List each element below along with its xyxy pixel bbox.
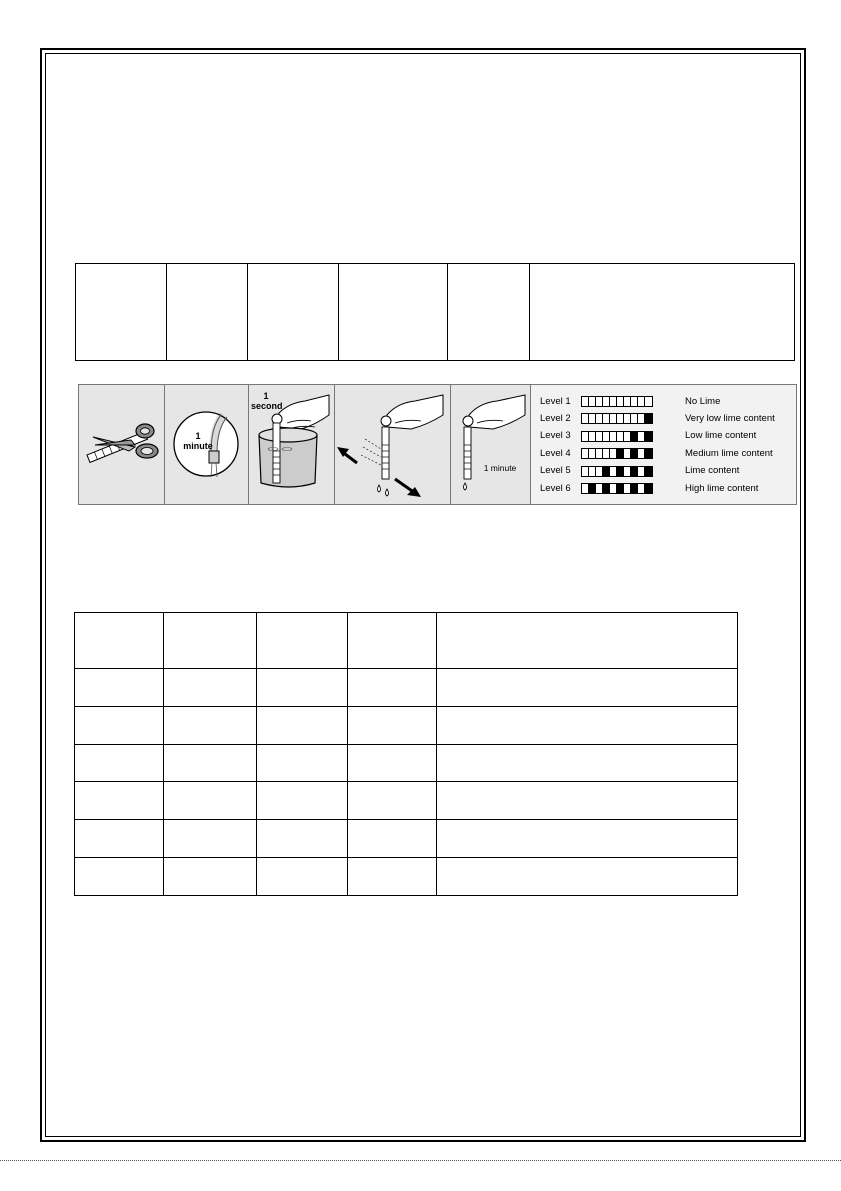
table-cell (75, 858, 164, 896)
strip-square (603, 397, 610, 406)
level-description: Low lime content (685, 430, 757, 442)
strip-square (589, 484, 596, 493)
strip-square (596, 397, 603, 406)
test-instructions-panel (78, 384, 797, 505)
step-duration-unit: minute (183, 441, 213, 451)
strip-square (631, 484, 638, 493)
strip-square (624, 467, 631, 476)
test-strip-swatch (581, 483, 653, 494)
table-cell (167, 264, 248, 361)
strip-square (589, 397, 596, 406)
lime-level-legend (531, 385, 796, 504)
test-strip-swatch (581, 431, 653, 442)
strip-square (582, 432, 589, 441)
table-cell (164, 669, 257, 707)
table-cell (437, 858, 738, 896)
shake-strip-icon (335, 385, 451, 504)
table-cell (530, 264, 795, 361)
table-cell (257, 820, 348, 858)
table-row (75, 858, 738, 896)
strip-square (638, 432, 645, 441)
table-row (75, 613, 738, 669)
test-strip-swatch (581, 396, 653, 407)
table-cell (348, 744, 437, 782)
table-cell (437, 782, 738, 820)
strip-square (610, 467, 617, 476)
level-label: Level 5 (540, 465, 571, 477)
table-cell (348, 669, 437, 707)
scissors-icon (79, 385, 165, 504)
strip-square (645, 414, 652, 423)
strip-square (645, 397, 652, 406)
strip-square (638, 397, 645, 406)
table-cell (348, 706, 437, 744)
table-cell (75, 669, 164, 707)
strip-square (624, 414, 631, 423)
page-edge-dotted-line (0, 1160, 841, 1161)
level-description: No Lime (685, 395, 721, 407)
strip-square (589, 467, 596, 476)
table-cell (164, 820, 257, 858)
table-cell (164, 706, 257, 744)
level-description: Lime content (685, 465, 740, 477)
strip-square (589, 432, 596, 441)
table-cell (348, 858, 437, 896)
strip-square (596, 467, 603, 476)
test-strip-swatch (581, 448, 653, 459)
strip-square (631, 397, 638, 406)
table-cell (75, 706, 164, 744)
strip-square (645, 432, 652, 441)
test-strip-swatch (581, 413, 653, 424)
table-cell (448, 264, 530, 361)
strip-square (617, 414, 624, 423)
strip-square (582, 397, 589, 406)
table-cell (257, 613, 348, 669)
strip-square (596, 432, 603, 441)
strip-square (610, 432, 617, 441)
strip-square (638, 449, 645, 458)
level-description: High lime content (685, 482, 759, 494)
strip-square (617, 449, 624, 458)
level-label: Level 4 (540, 447, 571, 459)
strip-square (631, 467, 638, 476)
step-cut-strip (79, 385, 165, 504)
step-duration-unit: second (251, 401, 283, 411)
table-cell (76, 264, 167, 361)
page-border-inner (45, 53, 801, 1137)
level-label: Level 1 (540, 395, 571, 407)
step-dip-strip (249, 385, 335, 504)
table-cell (75, 613, 164, 669)
table-row (75, 744, 738, 782)
strip-square (603, 484, 610, 493)
strip-square (617, 432, 624, 441)
step-duration-label: 1 minute (483, 463, 517, 473)
strip-square (610, 414, 617, 423)
table-cell (248, 264, 339, 361)
strip-square (638, 484, 645, 493)
header-table (75, 263, 795, 361)
level-label: Level 6 (540, 482, 571, 494)
table-cell (164, 744, 257, 782)
strip-square (610, 449, 617, 458)
strip-square (638, 414, 645, 423)
strip-square (582, 449, 589, 458)
table-cell (348, 613, 437, 669)
table-row (75, 706, 738, 744)
strip-square (589, 414, 596, 423)
table-cell (164, 858, 257, 896)
level-label: Level 3 (540, 430, 571, 442)
step-duration-number: 1 (195, 431, 201, 441)
level-description: Very low lime content (685, 412, 775, 424)
table-cell (339, 264, 448, 361)
strip-square (631, 414, 638, 423)
table-cell (257, 858, 348, 896)
table-row (75, 782, 738, 820)
strip-square (582, 484, 589, 493)
strip-square (617, 484, 624, 493)
wait-strip-icon (451, 385, 531, 504)
table-cell (257, 744, 348, 782)
strip-square (596, 414, 603, 423)
test-strip-swatch (581, 466, 653, 477)
table-row (75, 669, 738, 707)
strip-square (596, 449, 603, 458)
table-cell (75, 744, 164, 782)
strip-square (589, 449, 596, 458)
step-duration-number: 1 (263, 391, 269, 401)
table-cell (75, 782, 164, 820)
step-wait (451, 385, 531, 504)
strip-square (645, 467, 652, 476)
strip-square (645, 449, 652, 458)
strip-square (610, 484, 617, 493)
strip-square (624, 432, 631, 441)
table-cell (437, 820, 738, 858)
strip-square (638, 467, 645, 476)
table-cell (257, 706, 348, 744)
table-cell (437, 744, 738, 782)
table-cell (75, 820, 164, 858)
table-cell (437, 613, 738, 669)
table-cell (257, 782, 348, 820)
strip-square (582, 414, 589, 423)
strip-square (624, 397, 631, 406)
table-cell (437, 669, 738, 707)
strip-square (617, 397, 624, 406)
table-cell (348, 820, 437, 858)
table-cell (164, 782, 257, 820)
strip-square (631, 449, 638, 458)
strip-square (582, 467, 589, 476)
strip-square (624, 449, 631, 458)
table-cell (164, 613, 257, 669)
strip-square (610, 397, 617, 406)
table-cell (348, 782, 437, 820)
step-run-water (165, 385, 249, 504)
table-cell (437, 706, 738, 744)
strip-square (631, 432, 638, 441)
table-row (76, 264, 795, 361)
strip-square (603, 467, 610, 476)
strip-square (624, 484, 631, 493)
strip-square (603, 432, 610, 441)
level-description: Medium lime content (685, 447, 773, 459)
strip-square (596, 484, 603, 493)
table-row (75, 820, 738, 858)
strip-square (645, 484, 652, 493)
step-shake-strip (335, 385, 451, 504)
strip-square (603, 414, 610, 423)
results-table (74, 612, 738, 896)
level-label: Level 2 (540, 412, 571, 424)
strip-square (617, 467, 624, 476)
strip-square (603, 449, 610, 458)
table-cell (257, 669, 348, 707)
